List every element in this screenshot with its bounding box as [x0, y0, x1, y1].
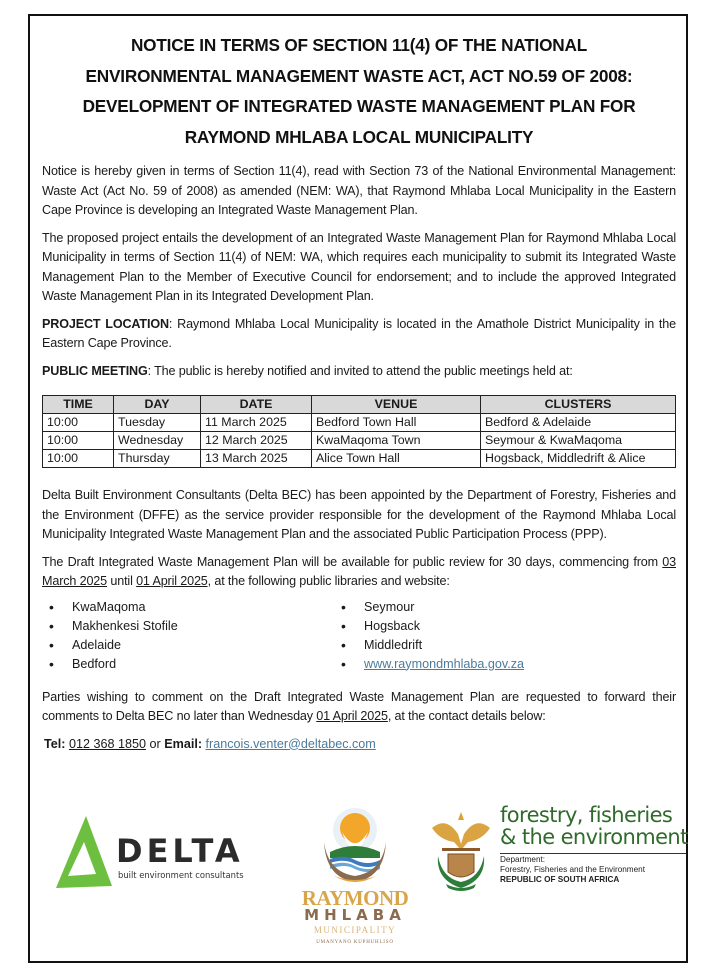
project-location-label: PROJECT LOCATION	[42, 316, 169, 331]
cell-time: 10:00	[43, 414, 114, 432]
list-item: • KwaMaqoma	[42, 598, 334, 617]
review-text: The Draft Integrated Waste Management Plan will be available for public review for 30 days, commencing from	[42, 554, 663, 569]
delta-tagline: built environment consultants	[118, 870, 244, 880]
dffe-dept-name: Forestry, Fisheries and the Environment	[500, 865, 646, 874]
title-line: NOTICE IN TERMS OF SECTION 11(4) OF THE NATIONAL	[130, 35, 588, 55]
list-item-website	[334, 655, 524, 674]
review-text: at the following public libraries and website:	[211, 574, 450, 588]
notice-title	[42, 30, 676, 152]
cell-venue: Bedford Town Hall	[312, 414, 481, 432]
tel-number[interactable]: 012 368 1850	[68, 736, 147, 751]
cell-day: Thursday	[114, 450, 201, 468]
title-line: DEVELOPMENT OF INTEGRATED WASTE MANAGEMENT PLAN FOR	[82, 96, 636, 116]
cell-clusters: Bedford & Adelaide	[481, 414, 676, 432]
delta-triangle-icon	[54, 814, 114, 890]
public-meeting-text: : The public is hereby notified and invited to attend the public meetings held at:	[147, 363, 573, 378]
table-row	[43, 414, 676, 432]
cell-venue: KwaMaqoma Town	[312, 432, 481, 450]
dffe-country: REPUBLIC OF SOUTH AFRICA	[500, 875, 620, 884]
review-text: until	[107, 574, 137, 588]
table-row	[43, 432, 676, 450]
libraries-list	[42, 598, 676, 674]
email-label: Email:	[164, 736, 203, 751]
list-item: • Seymour	[334, 598, 524, 617]
review-end-date: 01 April 2025,	[136, 574, 211, 588]
contact-details: Tel: 012 368 1850 or Email: francois.venter@deltabec.com	[44, 736, 376, 751]
delta-logo	[54, 814, 254, 894]
list-item: • Adelaide	[42, 636, 334, 655]
dffe-divider	[500, 853, 686, 854]
comment-text: Parties wishing to comment on the Draft Integrated Waste Management Plan are requested to forward their comments to Delta BEC no later than Wednesday	[42, 689, 676, 723]
review-start-date: 03 March 2025	[42, 554, 676, 588]
meetings-table	[42, 395, 676, 468]
cell-day: Wednesday	[114, 432, 201, 450]
title-line: RAYMOND MHLABA LOCAL MUNICIPALITY	[184, 126, 534, 147]
comment-paragraph	[42, 688, 676, 727]
header-time: TIME	[43, 396, 114, 414]
municipality-name-line2: MHLABA	[304, 906, 406, 924]
table-row	[43, 450, 676, 468]
list-item: • Bedford	[42, 655, 334, 674]
dffe-wordmark	[500, 804, 688, 848]
dffe-wordmark-line2: & the environment	[500, 825, 688, 849]
cell-venue: Alice Town Hall	[312, 450, 481, 468]
logos-row	[28, 796, 688, 956]
project-location	[42, 315, 676, 354]
email-link[interactable]: francois.venter@deltabec.com	[205, 736, 376, 751]
table-header-row	[43, 396, 676, 414]
municipality-name-line1: RAYMOND	[301, 886, 409, 910]
list-item: • Makhenkesi Stofile	[42, 617, 334, 636]
header-clusters: CLUSTERS	[481, 396, 676, 414]
notice-content	[42, 30, 676, 754]
intro-paragraph: Notice is hereby given in terms of Section 11(4), read with Section 73 of the National Environmental Management: Waste Act (Act No. 59 of 2008) as amended (NEM: WA), that Raymond Mhlaba Local Municipality in the Eastern Cape Province is developing an Integrated Waste Management Plan.	[42, 164, 676, 217]
list-item: • Middledrift	[334, 636, 524, 655]
consultant-paragraph: Delta Built Environment Consultants (Delta BEC) has been appointed by the Department of Forestry, Fisheries and the Environment (DFFE) as the service provider responsible for the development of the Raymond Mhlaba Local Municipality Integrated Waste Management Plan and the associated Public Participation Process (PPP).	[42, 488, 676, 541]
header-day: DAY	[114, 396, 201, 414]
libraries-right	[334, 598, 524, 674]
municipality-motto: UMANYANO KUPHUHLISO	[316, 940, 394, 945]
title-line: ENVIRONMENTAL MANAGEMENT WASTE ACT, ACT NO.59 OF 2008:	[85, 65, 633, 86]
cell-time: 10:00	[43, 450, 114, 468]
public-meeting-label: PUBLIC MEETING	[42, 363, 148, 378]
header-venue: VENUE	[312, 396, 481, 414]
dffe-department	[500, 855, 645, 885]
list-item: • Hogsback	[334, 617, 524, 636]
municipality-name-line3: MUNICIPALITY	[313, 925, 397, 935]
cell-date: 13 March 2025	[201, 450, 312, 468]
raymond-mhlaba-logo	[290, 802, 420, 952]
cell-date: 11 March 2025	[201, 414, 312, 432]
project-paragraph: The proposed project entails the development of an Integrated Waste Management Plan for Raymond Mhlaba Local Municipality in terms of Section 11(4) of NEM: WA, which requires each municipality to submit its Integrated Waste Management Plan to the Member of Executive Council for endorsement; and to include the approved Integrated Waste Management Plan in its Integrated Development Plan.	[42, 230, 676, 303]
libraries-left	[42, 598, 334, 674]
cell-day: Tuesday	[114, 414, 201, 432]
comment-deadline: 01 April 2025	[316, 709, 388, 723]
cell-clusters: Seymour & KwaMaqoma	[481, 432, 676, 450]
delta-wordmark: DELTA	[116, 832, 244, 870]
cell-date: 12 March 2025	[201, 432, 312, 450]
review-paragraph	[42, 553, 676, 592]
header-date: DATE	[201, 396, 312, 414]
website-link[interactable]: www.raymondmhlaba.gov.za	[364, 656, 525, 671]
coat-of-arms-icon	[428, 808, 494, 894]
comment-text: , at the contact details below:	[387, 709, 546, 723]
project-location-text: : Raymond Mhlaba Local Municipality is located in the Amathole District Municipality in the Eastern Cape Province.	[42, 316, 676, 350]
dffe-logo	[426, 804, 688, 899]
municipality-emblem-icon	[290, 802, 420, 888]
cell-clusters: Hogsback, Middledrift & Alice	[481, 450, 676, 468]
dffe-wordmark-line1: forestry, fisheries	[500, 803, 673, 827]
cell-time: 10:00	[43, 432, 114, 450]
public-meeting	[42, 362, 676, 382]
tel-label: Tel	[44, 736, 62, 751]
contact-or: or	[146, 736, 165, 751]
dffe-dept-label: Department:	[500, 855, 546, 864]
